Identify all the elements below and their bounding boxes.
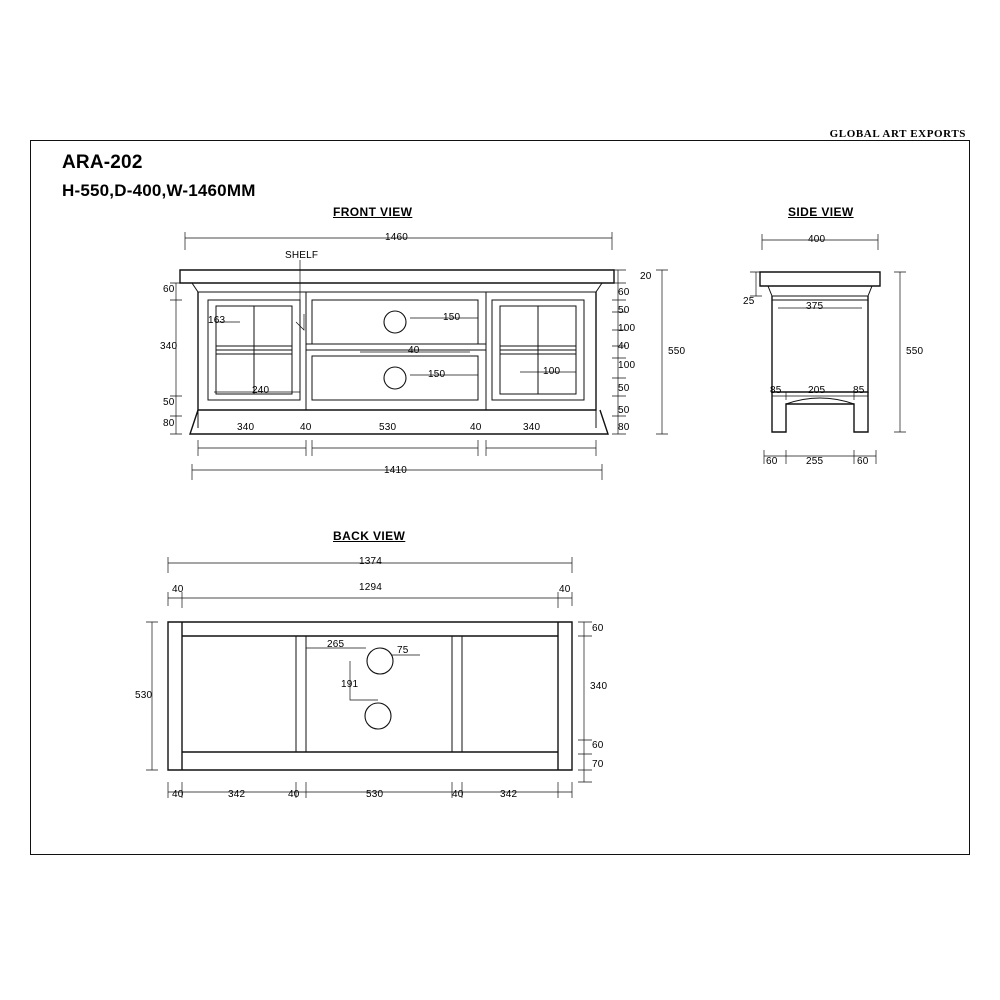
front-right-50: 50: [618, 305, 630, 316]
back-bottom-342-b: 342: [500, 789, 518, 800]
back-inner-1294: 1294: [359, 582, 383, 593]
front-drawer-150-a: 150: [443, 312, 461, 323]
back-bottom-40-b: 40: [288, 789, 300, 800]
side-foot-60-left: 60: [766, 456, 778, 467]
product-dimensions: H-550,D-400,W-1460MM: [62, 181, 256, 200]
front-right-40: 40: [618, 341, 630, 352]
back-hole-75: 75: [397, 645, 409, 656]
product-code: ARA-202: [62, 152, 143, 173]
front-base-1410: 1410: [384, 465, 408, 476]
front-right-100-a: 100: [618, 323, 636, 334]
front-right-100-b: 100: [618, 360, 636, 371]
side-foot-60-right: 60: [857, 456, 869, 467]
back-panel-265: 265: [327, 639, 345, 650]
back-height-530: 530: [135, 690, 153, 701]
back-edge-40-right: 40: [559, 584, 571, 595]
front-left-340: 340: [160, 341, 178, 352]
front-right-panel-100: 100: [543, 366, 561, 377]
front-door-163: 163: [208, 315, 226, 326]
back-edge-40-left: 40: [172, 584, 184, 595]
front-bottom-340-right: 340: [523, 422, 541, 433]
front-bottom-340-left: 340: [237, 422, 255, 433]
side-leg-85-left: 85: [770, 385, 782, 396]
back-right-340: 340: [590, 681, 608, 692]
front-view-title: FRONT VIEW: [333, 205, 413, 219]
front-top-thickness: 20: [640, 271, 652, 282]
front-overall-height: 550: [668, 346, 686, 357]
back-hole-191: 191: [341, 679, 359, 690]
front-right-50-b: 50: [618, 383, 630, 394]
front-bottom-40-a: 40: [300, 422, 312, 433]
front-bottom-530: 530: [379, 422, 397, 433]
front-left-top-60: 60: [163, 284, 175, 295]
company-name: GLOBAL ART EXPORTS: [829, 128, 966, 140]
side-leg-85-right: 85: [853, 385, 865, 396]
front-overall-width: 1460: [385, 232, 409, 243]
back-overall-1374: 1374: [359, 556, 383, 567]
side-depth-400: 400: [808, 234, 826, 245]
side-inner-375: 375: [806, 301, 824, 312]
back-right-60-bottom: 60: [592, 740, 604, 751]
back-bottom-40-a: 40: [172, 789, 184, 800]
front-left-80: 80: [163, 418, 175, 429]
side-top-25: 25: [743, 296, 755, 307]
side-view-title: SIDE VIEW: [788, 205, 854, 219]
front-left-50: 50: [163, 397, 175, 408]
front-right-80: 80: [618, 422, 630, 433]
front-shelf-label: SHELF: [285, 250, 319, 261]
front-drawer-150-b: 150: [428, 369, 446, 380]
back-right-60-top: 60: [592, 623, 604, 634]
front-right-50-c: 50: [618, 405, 630, 416]
side-height-550: 550: [906, 346, 924, 357]
front-shelf-gap-40: 40: [408, 345, 420, 356]
front-door-240: 240: [252, 385, 270, 396]
back-bottom-530: 530: [366, 789, 384, 800]
back-right-70: 70: [592, 759, 604, 770]
back-bottom-40-c: 40: [452, 789, 464, 800]
side-foot-255: 255: [806, 456, 824, 467]
back-bottom-342-a: 342: [228, 789, 246, 800]
side-arch-205: 205: [808, 385, 826, 396]
front-bottom-40-b: 40: [470, 422, 482, 433]
front-right-60: 60: [618, 287, 630, 298]
back-view-title: BACK VIEW: [333, 529, 406, 543]
